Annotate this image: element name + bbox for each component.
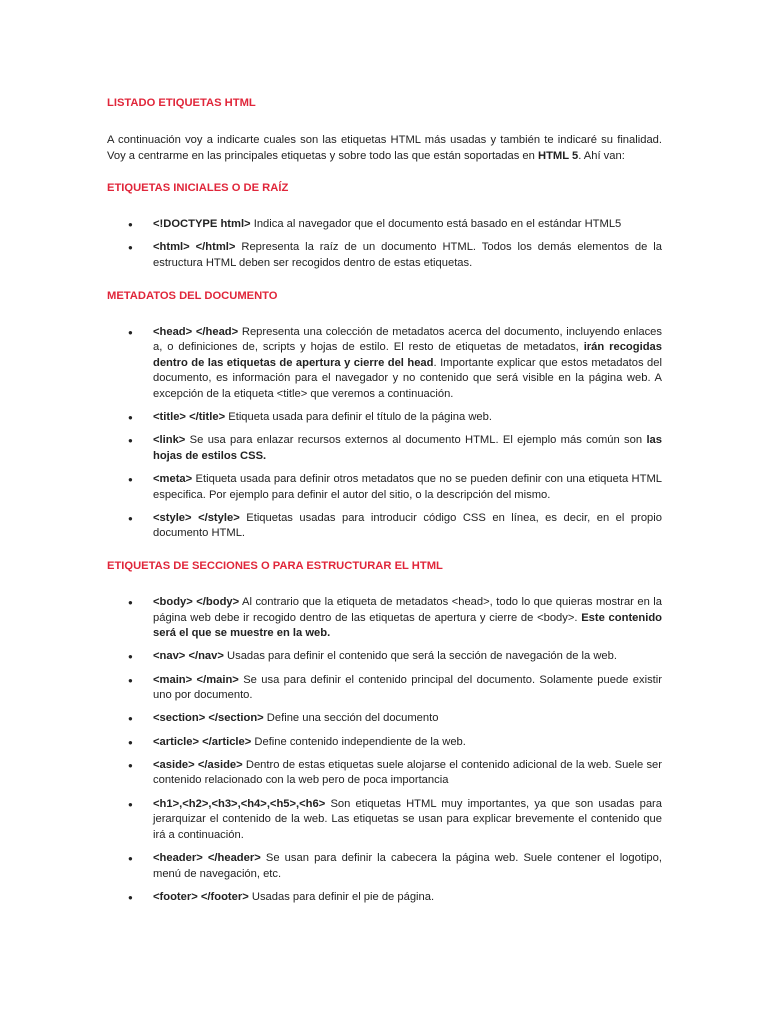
list-item	[107, 433, 662, 464]
list-item	[107, 511, 662, 542]
intro-text: A continuación voy a indicarte cuales son las etiquetas HTML más usadas y también te indicaré su finalidad. Voy a centrarme en las principales etiquetas y sobre todo las que están soportadas en	[107, 134, 662, 162]
tag-name: <title> </title>	[153, 411, 226, 424]
item-bold: las hojas de estilos CSS.	[153, 434, 662, 462]
intro-paragraph	[107, 133, 662, 164]
list-item	[107, 735, 662, 751]
section-heading-raiz: ETIQUETAS INICIALES O DE RAÍZ	[107, 182, 289, 195]
list-raiz	[107, 217, 662, 271]
document-body	[107, 86, 662, 905]
list-item	[107, 758, 662, 789]
tag-name: <main> </main>	[153, 673, 239, 686]
list-item	[107, 797, 662, 844]
list-item	[107, 410, 662, 426]
item-text: Representa una colección de metadatos acerca del documento, incluyendo enlaces a, o definiciones de, scripts y hojas de estilo. El resto de etiquetas de metadatos,	[153, 325, 662, 354]
item-text: Al contrario que la etiqueta de metadatos <head>, todo lo que quieras mostrar en la página web debe ir recogido dentro de las etiquetas de apertura y cierre de <body>.	[153, 596, 662, 624]
tag-name: <nav> </nav>	[153, 650, 224, 663]
tag-name: <section> </section>	[153, 712, 264, 725]
item-text: Define contenido independiente de la web.	[251, 735, 466, 748]
intro-text-end: . Ahí van:	[578, 149, 625, 162]
list-item	[107, 890, 662, 906]
item-bold: Este contenido será el que se muestre en la web.	[153, 611, 663, 640]
list-item	[107, 673, 662, 704]
tag-name: <meta>	[153, 473, 193, 486]
item-text: Usadas para definir el contenido que será la sección de navegación de la web.	[223, 650, 617, 663]
tag-name: <!DOCTYPE html>	[153, 218, 251, 231]
item-text: Dentro de estas etiquetas suele alojarse el contenido adicional de la web. Suele ser contenido relacionado con la web pero de poca importancia	[153, 758, 662, 787]
list-metadatos	[107, 325, 662, 543]
list-item	[107, 595, 662, 642]
item-text: Representa la raíz de un documento HTML. Todos los demás elementos de la estructura HTML deben ser recogidos dentro de estas etiquetas.	[153, 241, 662, 269]
item-text: Se usan para definir la cabecera la página web. Suele contener el logotipo, menú de navegación, etc.	[153, 851, 662, 880]
item-text: Etiqueta usada para definir otros metadatos que no se pueden definir con una etiqueta HTML especifica. Por ejemplo para definir el autor del sitio, o la descripción del mismo.	[153, 473, 662, 501]
tag-name: <header> </header>	[153, 851, 261, 864]
list-item	[107, 325, 662, 403]
tag-name: <h1>,<h2>,<h3>,<h4>,<h5>,<h6>	[153, 797, 326, 810]
item-text-end: . Importante explicar que estos metadatos del documento, es información para el navegador y no contenido que será visible en la página web. A excepción de la etiqueta <title> que veremos a continuación.	[153, 356, 662, 400]
item-text: Usadas para definir el pie de página.	[248, 890, 435, 903]
list-item	[107, 711, 662, 727]
tag-name: <aside> </aside>	[153, 758, 243, 771]
section-heading-secciones: ETIQUETAS DE SECCIONES O PARA ESTRUCTURAR EL HTML	[107, 560, 443, 573]
section-heading-metadatos: METADATOS DEL DOCUMENTO	[107, 289, 278, 302]
list-item	[107, 240, 662, 271]
document-title: LISTADO ETIQUETAS HTML	[107, 97, 256, 109]
item-text: Etiqueta usada para definir el título de la página web.	[225, 411, 492, 424]
tag-name: <html> </html>	[153, 241, 236, 254]
list-secciones	[107, 595, 662, 905]
item-text: Se usa para enlazar recursos externos al documento HTML. El ejemplo más común son	[185, 434, 647, 447]
tag-name: <style> </style>	[153, 511, 240, 524]
item-text: Son etiquetas HTML muy importantes, ya que son usadas para jerarquizar el contenido de la web. Las etiquetas se usan para explicar brevemente el contenido que irá a continuación.	[153, 797, 662, 841]
tag-name: <footer> </footer>	[153, 890, 249, 903]
intro-bold: HTML 5	[537, 149, 579, 162]
list-item	[107, 649, 662, 665]
tag-name: <link>	[153, 434, 186, 447]
list-item	[107, 472, 662, 503]
item-text: Indica al navegador que el documento está basado en el estándar HTML5	[250, 218, 622, 231]
list-item	[107, 217, 662, 233]
list-item	[107, 851, 662, 882]
item-text: Etiquetas usadas para introducir código CSS en línea, es decir, en el propio documento HTML.	[153, 511, 662, 540]
tag-name: <article> </article>	[153, 735, 252, 748]
tag-name: <head> </head>	[153, 325, 239, 338]
item-text: Define una sección del documento	[263, 712, 439, 725]
tag-name: <body> </body>	[153, 596, 240, 609]
item-bold: irán recogidas dentro de las etiquetas de apertura y cierre del head	[153, 341, 662, 369]
item-text: Se usa para definir el contenido principal del documento. Solamente puede existir uno por documento.	[153, 673, 662, 702]
